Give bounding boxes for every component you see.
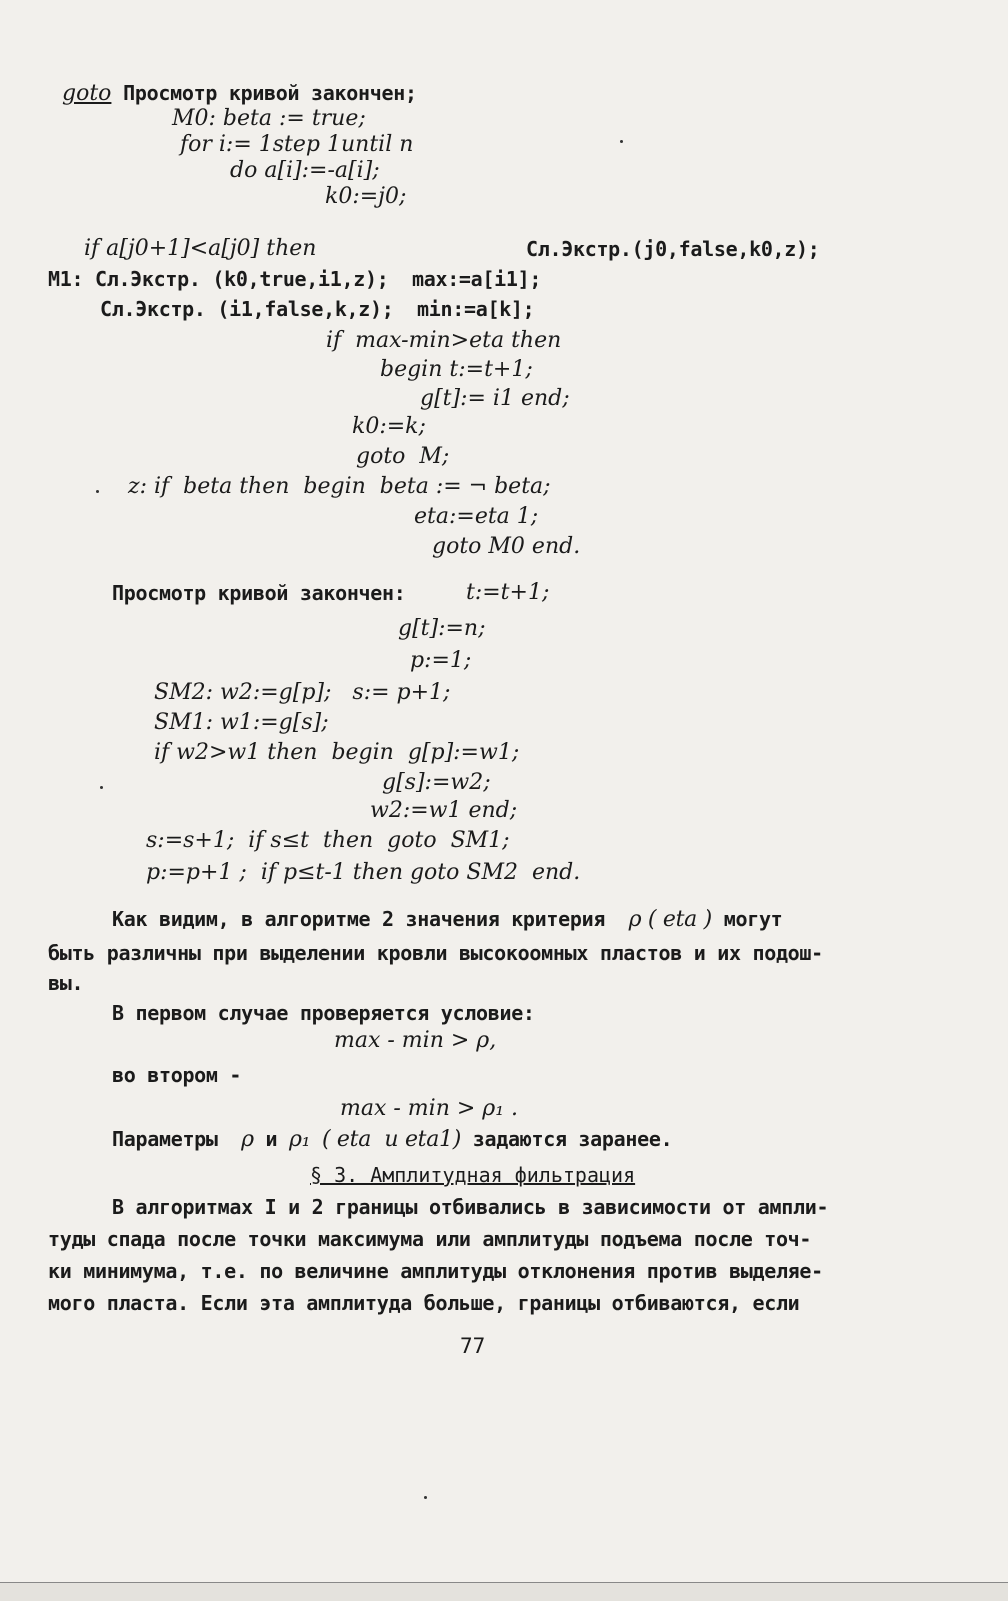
paragraph-line: мого пласта. Если эта амплитуда больше, границы отбиваются, если <box>48 1291 800 1315</box>
code-line: if max-min>eta then <box>326 328 562 353</box>
section-heading: § 3. Амплитудная фильтрация <box>310 1163 636 1187</box>
code-line: w2:=w1 end; <box>370 798 518 823</box>
paragraph-line: во втором - <box>112 1063 242 1087</box>
paragraph-line: туды спада после точки максимума или амплитуды подъема после точ- <box>48 1227 812 1251</box>
code-line: s:=s+1; if s≤t then goto SM1; <box>146 828 510 853</box>
code-line: begin t:=t+1; <box>380 357 533 382</box>
scan-speck <box>100 786 103 789</box>
code-line: Сл.Экстр.(j0,false,k0,z); <box>526 237 820 261</box>
code-text: Просмотр кривой закончен; <box>111 81 417 105</box>
code-line: g[t]:=n; <box>398 616 486 641</box>
code-line: goto M; <box>356 444 450 469</box>
paragraph-line <box>112 906 782 933</box>
code-line: M0: beta := true; <box>172 106 366 131</box>
code-line: g[s]:=w2; <box>382 770 491 795</box>
code-line: if a[j0+1]<a[j0] then <box>84 236 317 261</box>
code-line: do a[i]:=-a[i]; <box>230 158 380 183</box>
scan-speck <box>96 490 99 493</box>
paragraph-line: ки минимума, т.е. по величине амплитуды отклонения против выделяе- <box>48 1259 823 1283</box>
text-span: и <box>265 1127 278 1151</box>
code-line: t:=t+1; <box>466 580 550 605</box>
paragraph-line: вы. <box>48 971 84 995</box>
keyword: goto <box>62 81 112 106</box>
code-line: goto M0 end. <box>432 534 581 559</box>
text-span: Как видим, в алгоритме 2 значения критерия <box>112 907 606 931</box>
paragraph-line: быть различны при выделении кровли высокоомных пластов и их подош- <box>48 941 823 965</box>
code-line: k0:=k; <box>352 414 426 439</box>
formula: ρ₁ <box>289 1127 311 1152</box>
text-span: задаются заранее. <box>472 1127 673 1151</box>
page-number: 77 <box>460 1334 486 1358</box>
formula: ρ ( eta ) <box>628 907 712 932</box>
code-line: p:=p+1 ; if p≤t-1 then goto SM2 end. <box>146 860 581 885</box>
code-line: k0:=j0; <box>325 184 407 209</box>
scan-speck <box>620 140 623 143</box>
code-line: SM2: w2:=g[p]; s:= p+1; <box>154 680 451 705</box>
code-line: g[t]:= i1 end; <box>420 386 570 411</box>
scan-bottom-edge <box>0 1582 1008 1601</box>
paragraph-line <box>112 1126 672 1153</box>
formula: ρ <box>241 1127 254 1152</box>
paragraph-line: В алгоритмах I и 2 границы отбивались в зависимости от ампли- <box>112 1195 829 1219</box>
formula: ( eta и eta1) <box>321 1127 462 1152</box>
code-line <box>62 80 417 107</box>
code-line: eta:=eta 1; <box>414 504 539 529</box>
text-span: могут <box>723 907 783 931</box>
code-line: for i:= 1step 1until n <box>180 132 414 157</box>
code-line: Просмотр кривой закончен: <box>112 581 406 605</box>
formula-line: max - min > ρ₁ . <box>340 1096 519 1121</box>
code-line: p:=1; <box>410 648 472 673</box>
scan-speck <box>424 1496 427 1499</box>
formula-line: max - min > ρ, <box>334 1028 497 1053</box>
code-line: Сл.Экстр. (i1,false,k,z); min:=a[k]; <box>100 297 535 321</box>
code-line: M1: Сл.Экстр. (k0,true,i1,z); max:=a[i1]; <box>48 267 542 291</box>
code-line: SM1: w1:=g[s]; <box>154 710 329 735</box>
code-line: z: if beta then begin beta := ¬ beta; <box>128 474 551 499</box>
code-line: if w2>w1 then begin g[p]:=w1; <box>154 740 520 765</box>
paragraph-line: В первом случае проверяется условие: <box>112 1001 535 1025</box>
text-span: Параметры <box>112 1127 218 1151</box>
